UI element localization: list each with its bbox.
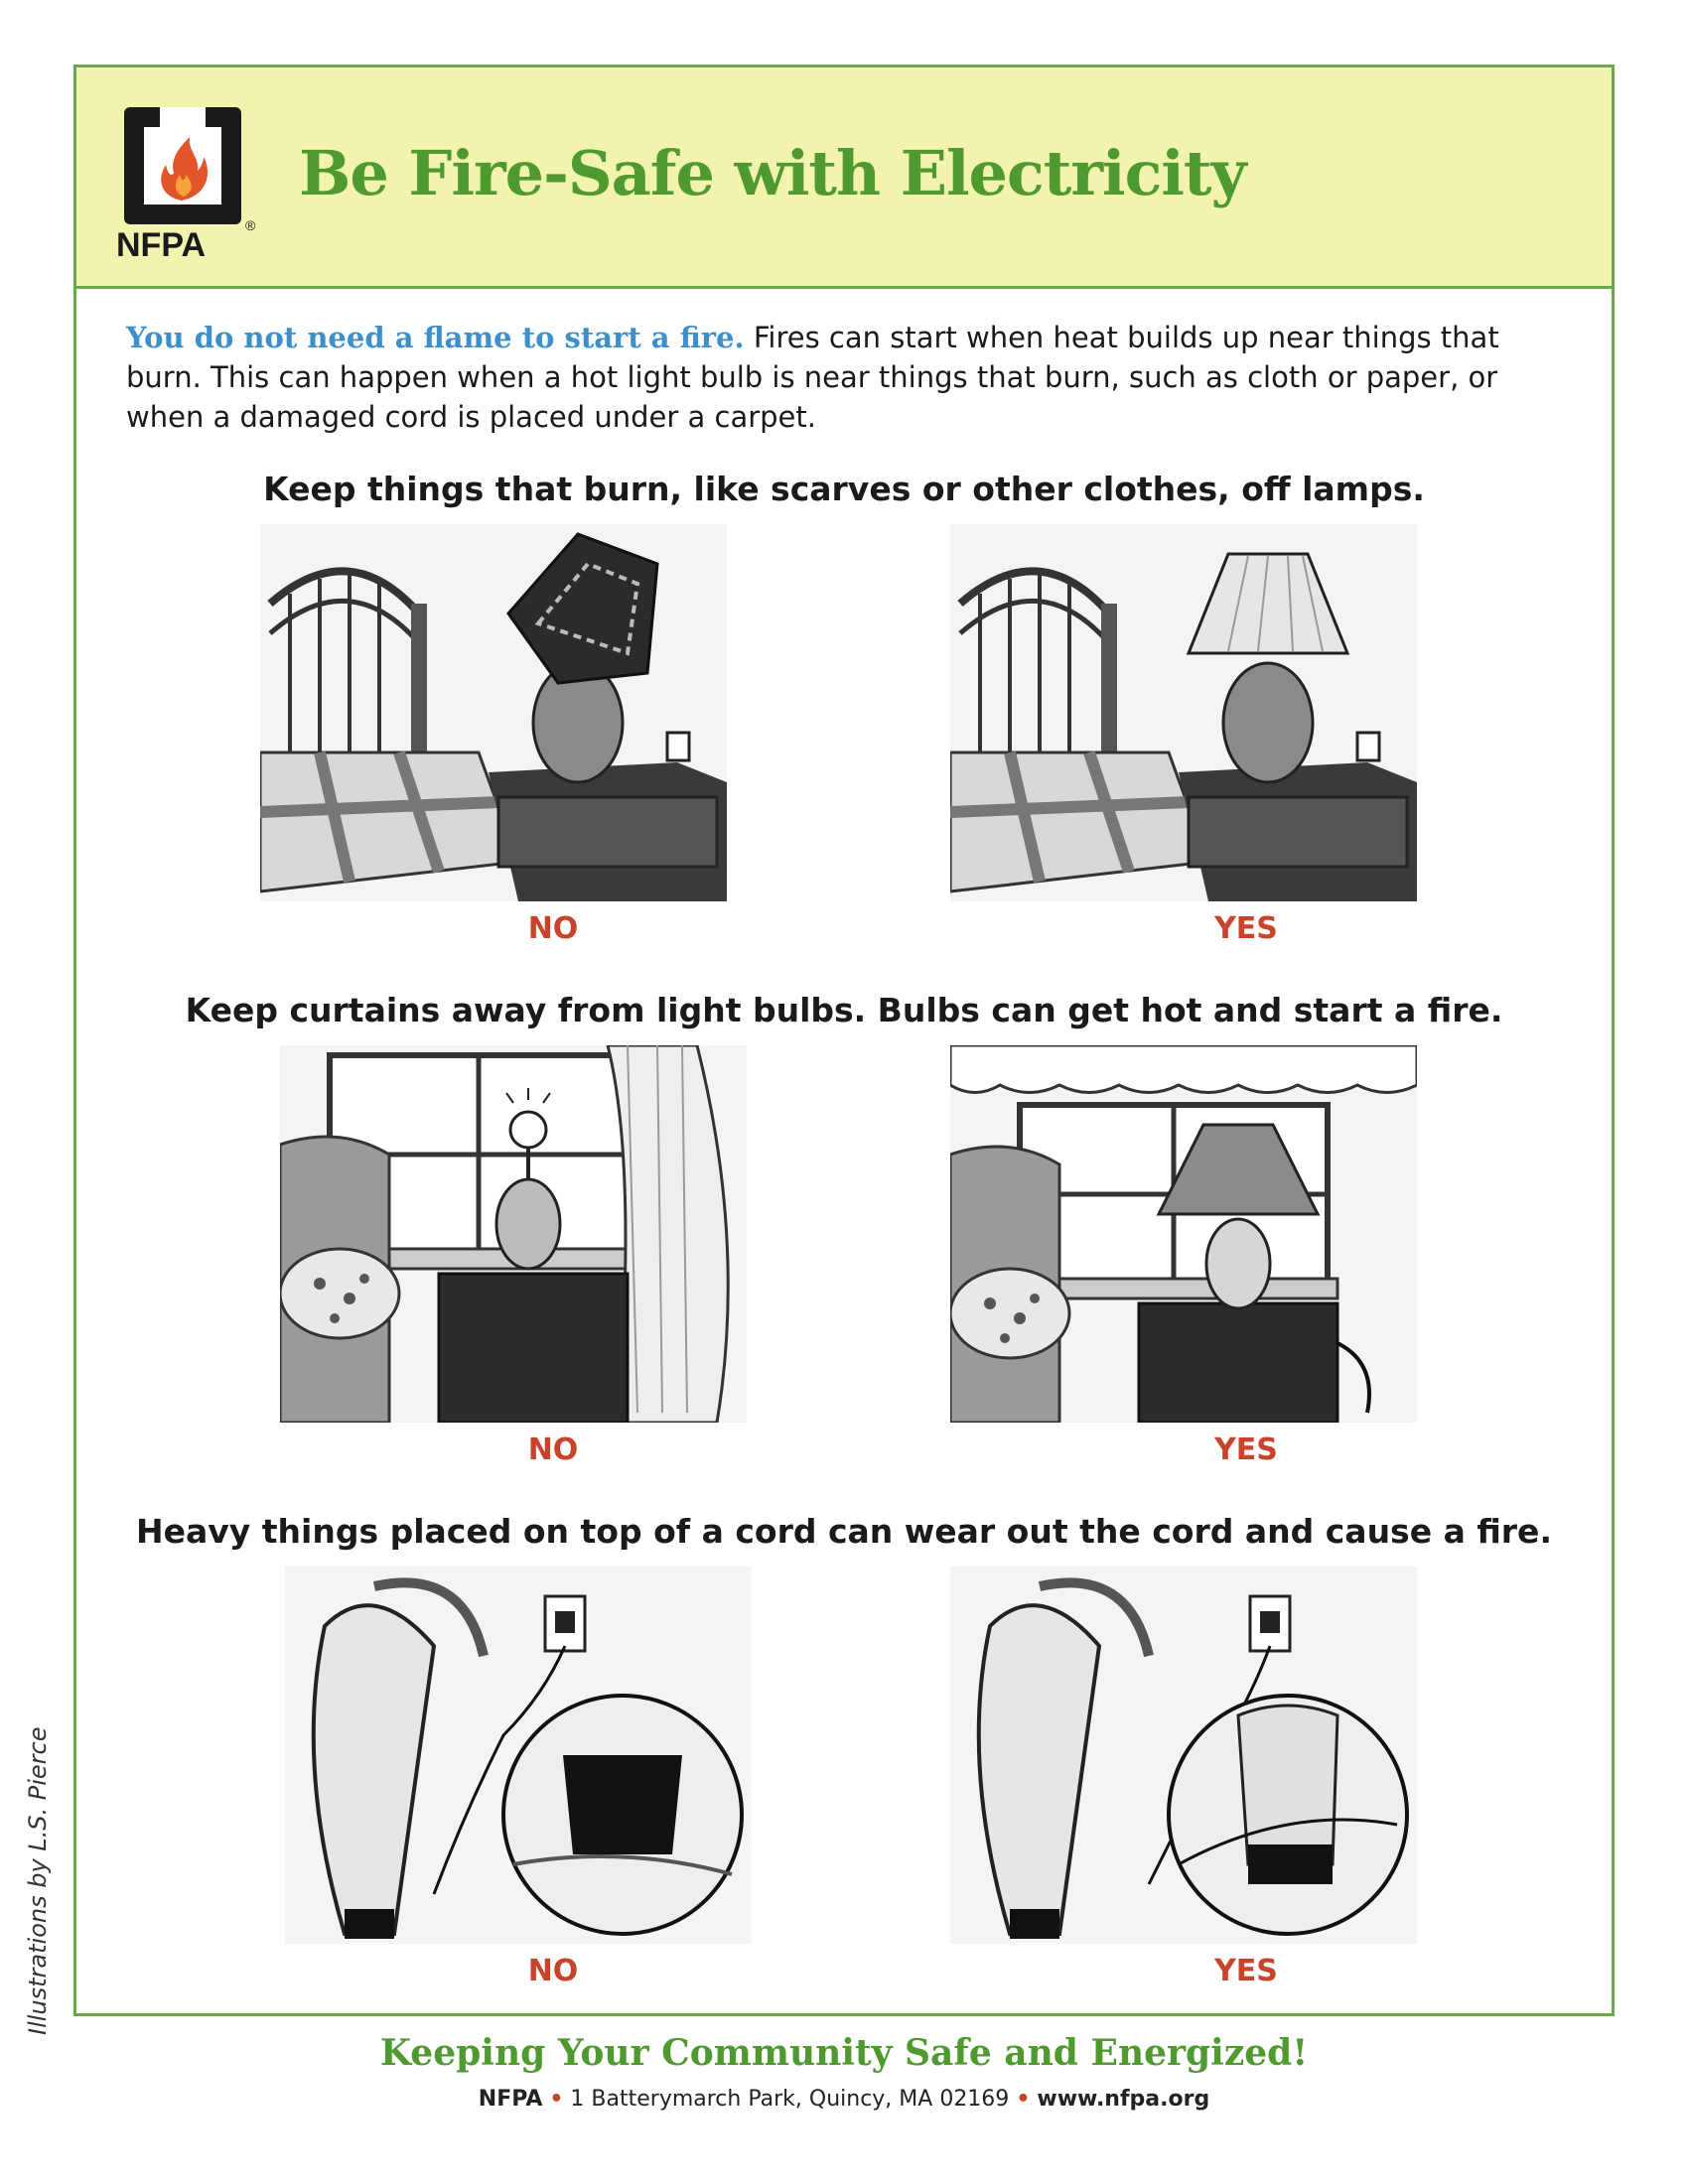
section-2-yes-label: YES	[1214, 1433, 1278, 1467]
footer-address-line	[0, 2087, 1688, 2112]
illustration-chair-on-cord	[285, 1567, 752, 1944]
illustration-scarf-on-lamp	[260, 524, 727, 901]
svg-text:®: ®	[245, 217, 256, 233]
footer-tagline: Keeping Your Community Safe and Energized!	[379, 2032, 1309, 2074]
separator-dot: •	[1016, 2087, 1031, 2112]
illustration-lamp-with-shade	[950, 1045, 1417, 1423]
footer-address: 1 Batterymarch Park, Quincy, MA 02169	[570, 2087, 1010, 2112]
page-frame	[73, 65, 1615, 2016]
section-2-caption: Keep curtains away from light bulbs. Bulbs can get hot and start a fire.	[185, 991, 1503, 1029]
section-3-yes-label: YES	[1214, 1954, 1278, 1988]
illustration-cord-clear-of-chair	[950, 1567, 1417, 1944]
nfpa-logo	[110, 101, 261, 260]
separator-dot: •	[549, 2087, 564, 2112]
intro-paragraph	[126, 318, 1556, 437]
section-1-no-label: NO	[527, 911, 579, 946]
footer-website-link[interactable]: www.nfpa.org	[1037, 2087, 1210, 2112]
illustration-curtain-near-bulb	[280, 1045, 747, 1423]
page-title: Be Fire-Safe with Electricity	[299, 137, 1246, 209]
section-3-caption: Heavy things placed on top of a cord can wear out the cord and cause a fire.	[136, 1512, 1552, 1551]
footer-org: NFPA	[478, 2087, 543, 2112]
section-1-caption: Keep things that burn, like scarves or other clothes, off lamps.	[263, 470, 1425, 508]
section-3-no-label: NO	[527, 1954, 579, 1988]
illustration-clear-lamp	[950, 524, 1417, 901]
svg-text:NFPA: NFPA	[116, 226, 207, 260]
header-band	[76, 68, 1612, 289]
intro-lead: You do not need a flame to start a fire.	[126, 321, 745, 354]
illustration-credit: Illustrations by L.S. Pierce	[24, 1726, 52, 2035]
section-2-no-label: NO	[527, 1433, 579, 1467]
intro-body: Fires can start when heat builds up near things that burn. This can happen when a hot light bulb is near things that burn, such as cloth or paper, or when a damaged cord is placed under a carpet.	[126, 321, 1499, 434]
section-1-yes-label: YES	[1214, 911, 1278, 946]
